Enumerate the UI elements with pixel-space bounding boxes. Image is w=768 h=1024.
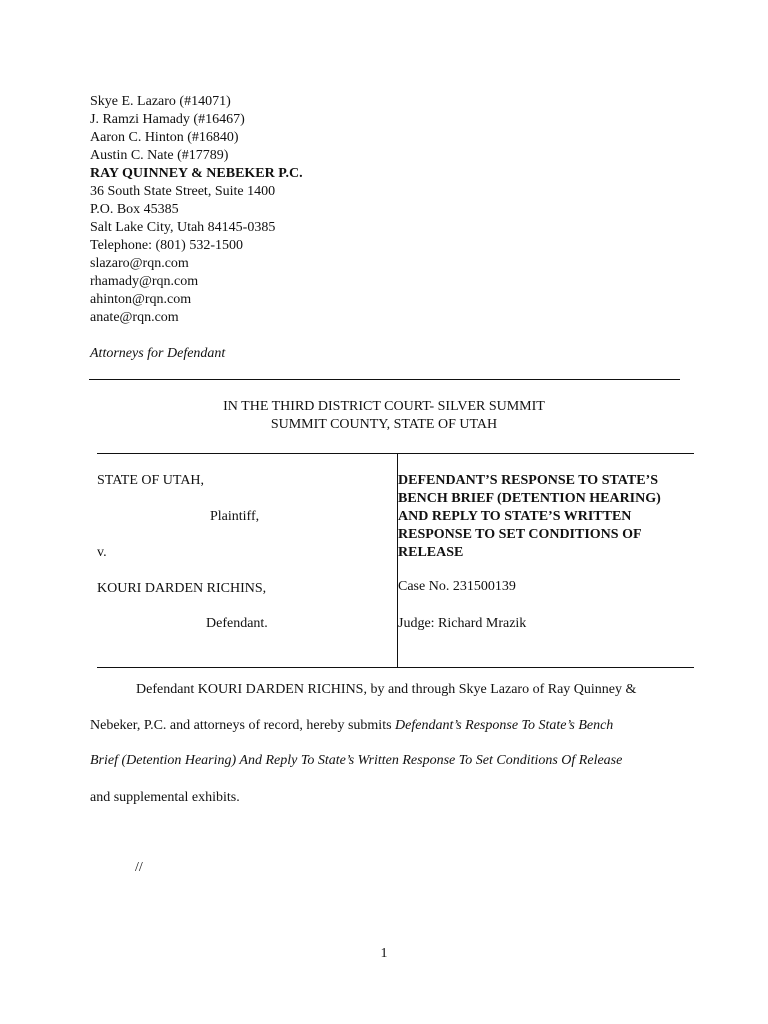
attorney-email: anate@rqn.com bbox=[90, 310, 179, 325]
firm-city: Salt Lake City, Utah 84145-0385 bbox=[90, 220, 276, 235]
caption-bottom-rule bbox=[97, 667, 694, 668]
caption-top-rule bbox=[97, 453, 694, 454]
counsel-block bbox=[90, 93, 303, 327]
page-number: 1 bbox=[380, 946, 388, 961]
attorney-name: Austin C. Nate (#17789) bbox=[90, 148, 229, 163]
document-title-line: BENCH BRIEF (DETENTION HEARING) bbox=[398, 491, 661, 506]
body-line-3: Brief (Detention Hearing) And Reply To State’s Written Response To Set Conditions Of Release bbox=[90, 753, 623, 768]
court-county: SUMMIT COUNTY, STATE OF UTAH bbox=[270, 417, 498, 432]
body-document-reference: Defendant’s Response To State’s Bench bbox=[395, 718, 614, 733]
body-text: Nebeker, P.C. and attorneys of record, hereby submits bbox=[90, 718, 396, 733]
attorney-name: Aaron C. Hinton (#16840) bbox=[90, 130, 239, 145]
attorney-email: slazaro@rqn.com bbox=[90, 256, 189, 271]
body-line-4: and supplemental exhibits. bbox=[90, 790, 240, 805]
plaintiff-name: STATE OF UTAH, bbox=[97, 473, 205, 488]
attorney-email: ahinton@rqn.com bbox=[90, 292, 192, 307]
document-title-line: AND REPLY TO STATE’S WRITTEN bbox=[398, 509, 632, 524]
court-title bbox=[0, 398, 768, 434]
attorney-email: rhamady@rqn.com bbox=[90, 274, 199, 289]
document-title-line: RESPONSE TO SET CONDITIONS OF bbox=[398, 527, 642, 542]
attorney-name: J. Ramzi Hamady (#16467) bbox=[90, 112, 245, 127]
firm-name: RAY QUINNEY & NEBEKER P.C. bbox=[90, 166, 303, 181]
firm-address: 36 South State Street, Suite 1400 bbox=[90, 184, 276, 199]
document-title-line: RELEASE bbox=[398, 545, 464, 560]
body-line-1: Defendant KOURI DARDEN RICHINS, by and through Skye Lazaro of Ray Quinney & bbox=[136, 682, 637, 697]
defendant-label: Defendant. bbox=[206, 616, 268, 631]
judge: Judge: Richard Mrazik bbox=[398, 616, 527, 631]
case-number: Case No. 231500139 bbox=[398, 579, 516, 594]
header-rule bbox=[89, 379, 680, 380]
body-line-2 bbox=[90, 717, 613, 735]
attorneys-for: Attorneys for Defendant bbox=[90, 346, 226, 361]
continuation-marks: // bbox=[135, 860, 143, 875]
document-title-line: DEFENDANT’S RESPONSE TO STATE’S bbox=[398, 473, 658, 488]
firm-po-box: P.O. Box 45385 bbox=[90, 202, 179, 217]
court-name: IN THE THIRD DISTRICT COURT- SILVER SUMMIT bbox=[223, 399, 545, 414]
firm-telephone: Telephone: (801) 532-1500 bbox=[90, 238, 243, 253]
attorney-name: Skye E. Lazaro (#14071) bbox=[90, 94, 231, 109]
document-title bbox=[398, 472, 698, 562]
plaintiff-label: Plaintiff, bbox=[210, 509, 260, 524]
defendant-name: KOURI DARDEN RICHINS, bbox=[97, 581, 267, 596]
versus: v. bbox=[97, 545, 107, 560]
